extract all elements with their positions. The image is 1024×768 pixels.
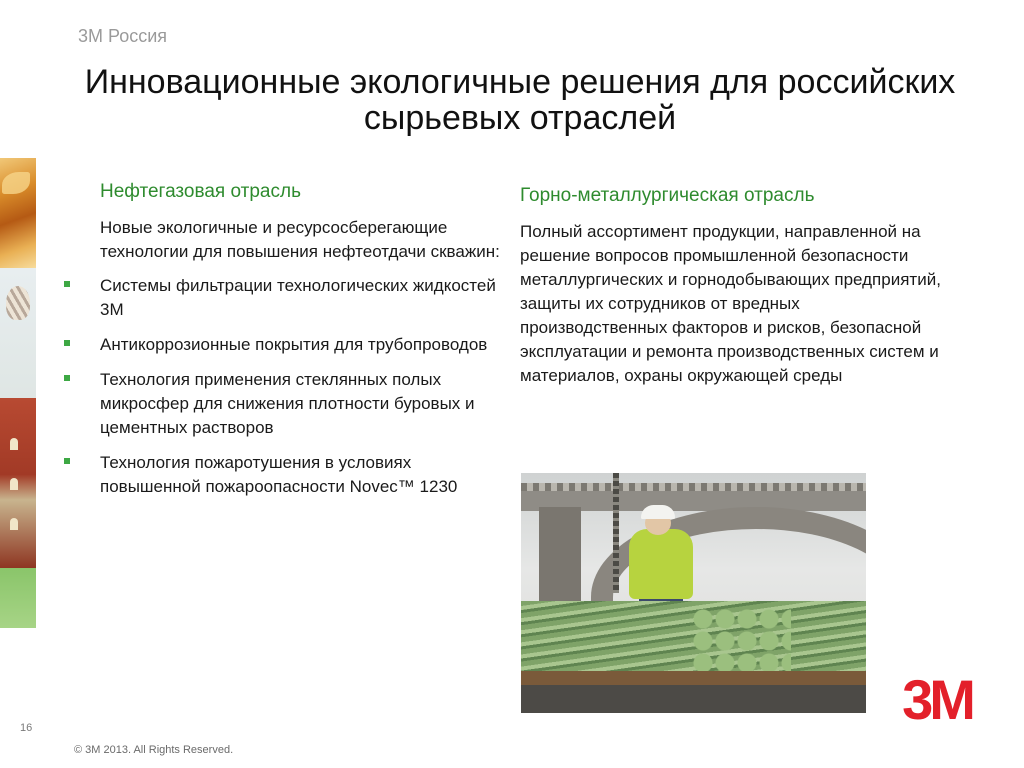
bullet-item [100, 274, 500, 322]
mining-heading: Горно-металлургическая отрасль [520, 185, 815, 206]
bullet-item [100, 451, 500, 499]
bullet-square-icon [64, 340, 70, 346]
bullet-square-icon [64, 458, 70, 464]
rebar-bridge-photo [521, 473, 866, 713]
mining-body-text: Полный ассортимент продукции, направленной на решение вопросов промышленной безопасности металлургических и горнодобывающих предприятий, защиты их сотрудников от вредных производственных факторов и рисков, безопасной эксплуатации и ремонта производственных систем и материалов, охраны окружающей среды [520, 222, 941, 385]
bullet-text: Технология пожаротушения в условиях повышенной пожароопасности Novec™ 1230 [100, 453, 458, 496]
oil-gas-bullet-list [100, 274, 500, 499]
bullet-text: Технология применения стеклянных полых микросфер для снижения плотности буровых и цементных растворов [100, 370, 475, 437]
bullet-item [100, 368, 500, 440]
page-number: 16 [20, 722, 33, 734]
oil-gas-column [100, 180, 500, 510]
oil-gas-heading: Нефтегазовая отрасль [100, 181, 301, 202]
oil-gas-intro: Новые экологичные и ресурсосберегающие технологии для повышения нефтеотдачи скважин: [100, 218, 500, 261]
bullet-text: Антикоррозионные покрытия для трубопроводов [100, 335, 488, 354]
title-line-2: сырьевых отраслей [363, 99, 677, 137]
svg-text:3M: 3M [902, 671, 972, 725]
bullet-square-icon [64, 281, 70, 287]
slide-title [80, 64, 960, 136]
bullet-text: Системы фильтрации технологических жидкостей 3М [100, 276, 496, 319]
bullet-item [100, 333, 500, 357]
title-line-1: Инновационные экологичные решения для российских [84, 63, 956, 101]
decorative-photo-strip [0, 158, 36, 628]
3m-logo [893, 671, 981, 725]
copyright-notice: © 3M 2013. All Rights Reserved. [74, 744, 234, 756]
bullet-square-icon [64, 375, 70, 381]
mining-metallurgy-column [520, 184, 950, 388]
brand-label: 3M Россия [78, 26, 168, 46]
